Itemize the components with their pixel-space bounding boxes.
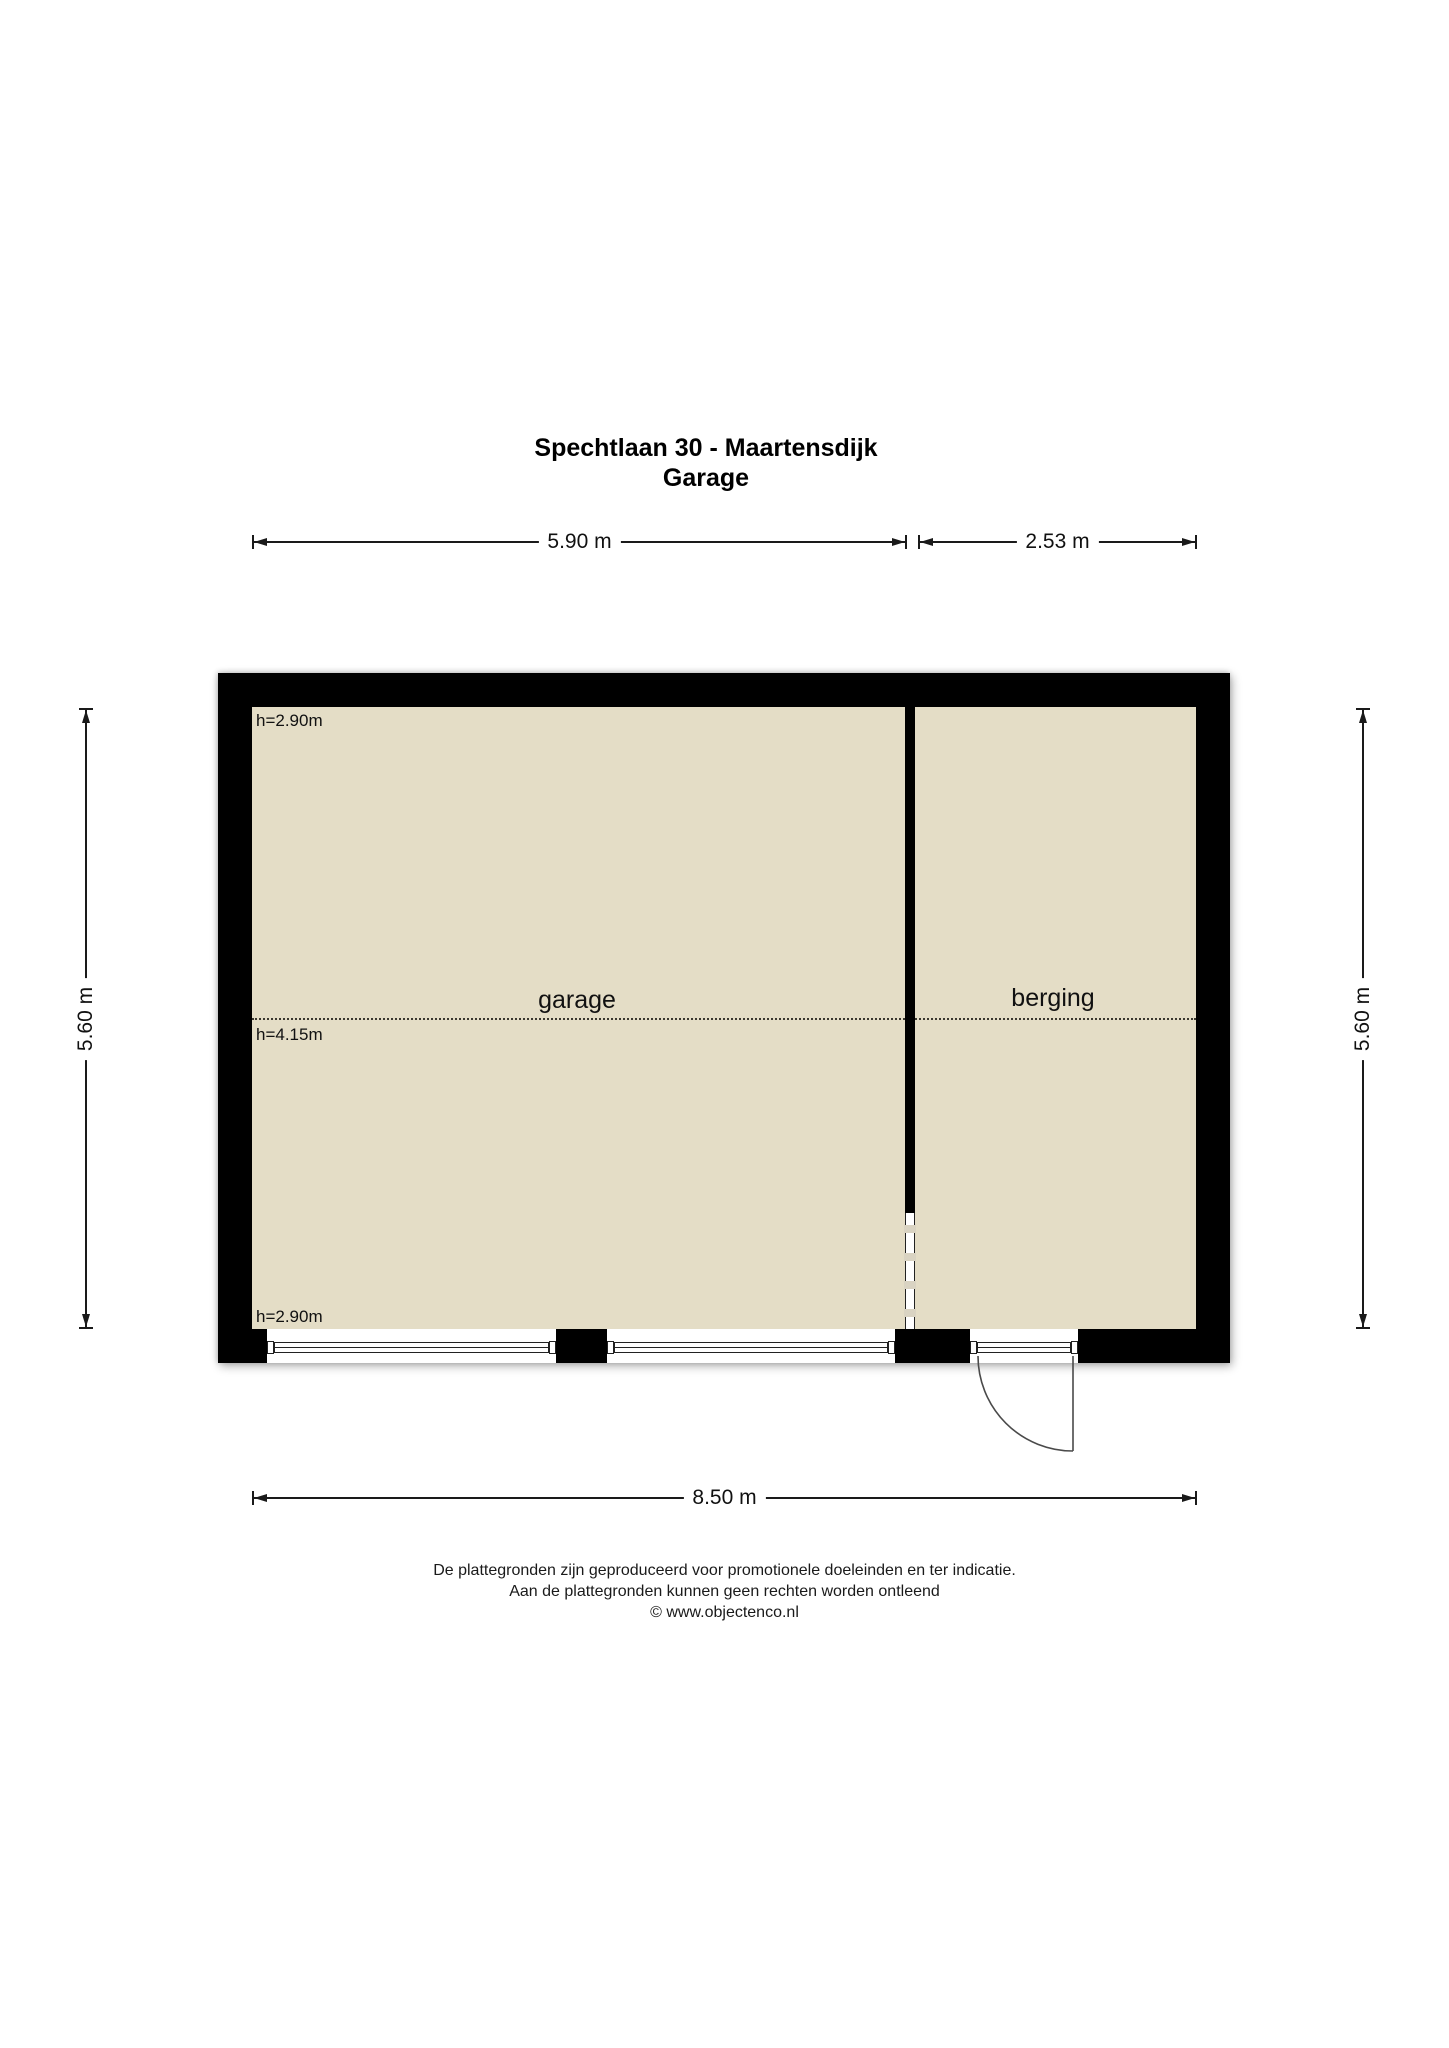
garage-door-panel xyxy=(274,1342,549,1353)
page-title xyxy=(534,433,877,493)
door-panel-line xyxy=(615,1347,887,1348)
divider-wall xyxy=(905,707,915,1213)
dimension-garage-width xyxy=(252,530,907,553)
height-transition-dotted-line xyxy=(252,1018,1196,1020)
door-panel-line xyxy=(275,1347,548,1348)
dimension-label: 8.50 m xyxy=(683,1486,765,1510)
garage-door-2 xyxy=(607,1329,895,1363)
door-jamb xyxy=(549,1341,556,1354)
opening-notch xyxy=(904,1253,916,1261)
dimension-berging-width xyxy=(918,530,1197,553)
footer-disclaimer xyxy=(0,1560,1449,1623)
arrow-right-icon xyxy=(892,538,905,546)
opening-notch xyxy=(904,1225,916,1233)
door-panel-line xyxy=(978,1347,1070,1348)
disclaimer-line-2: Aan de plattegronden kunnen geen rechten worden ontleend xyxy=(509,1583,940,1600)
dimension-endbar xyxy=(905,535,907,549)
arrow-right-icon xyxy=(1182,538,1195,546)
floorplan-outer-walls xyxy=(218,673,1230,1363)
door-swing-arc-icon xyxy=(975,1353,1077,1455)
room-label-garage: garage xyxy=(538,986,616,1014)
arrow-up-icon xyxy=(1359,710,1367,723)
arrow-up-icon xyxy=(82,710,90,723)
dimension-endbar xyxy=(1356,1327,1370,1329)
dimension-label: 5.90 m xyxy=(538,530,620,554)
height-label-bottom: h=2.90m xyxy=(256,1307,323,1326)
arrow-left-icon xyxy=(254,1494,267,1502)
door-swing xyxy=(975,1353,1077,1455)
dimension-endbar xyxy=(1195,535,1197,549)
arrow-right-icon xyxy=(1182,1494,1195,1502)
dimension-endbar xyxy=(79,1327,93,1329)
dimension-right-height xyxy=(1351,708,1374,1329)
berging-door-panel xyxy=(977,1342,1071,1353)
room-label-berging: berging xyxy=(1011,984,1095,1012)
dimension-label: 5.60 m xyxy=(1351,977,1375,1059)
title-address: Spechtlaan 30 - Maartensdijk xyxy=(534,434,878,462)
opening-notch xyxy=(904,1281,916,1289)
arrow-down-icon xyxy=(1359,1314,1367,1327)
door-jamb xyxy=(607,1341,614,1354)
arrow-left-icon xyxy=(254,538,267,546)
opening-notch xyxy=(904,1309,916,1317)
dimension-label: 5.60 m xyxy=(74,977,98,1059)
dimension-total-width xyxy=(252,1486,1197,1509)
dimension-left-height xyxy=(74,708,97,1329)
dimension-endbar xyxy=(1195,1491,1197,1505)
copyright-line: © www.objectenco.nl xyxy=(650,1604,799,1621)
arrow-down-icon xyxy=(82,1314,90,1327)
height-label-top: h=2.90m xyxy=(256,711,323,730)
disclaimer-line-1: De plattegronden zijn geproduceerd voor promotionele doeleinden en ter indicatie. xyxy=(433,1562,1016,1579)
height-label-middle: h=4.15m xyxy=(256,1025,323,1044)
door-jamb xyxy=(267,1341,274,1354)
door-jamb xyxy=(888,1341,895,1354)
dimension-label: 2.53 m xyxy=(1016,530,1098,554)
garage-door-1 xyxy=(267,1329,556,1363)
divider-opening xyxy=(905,1213,915,1329)
garage-door-panel xyxy=(614,1342,888,1353)
arrow-left-icon xyxy=(920,538,933,546)
title-floor-name: Garage xyxy=(662,464,750,492)
